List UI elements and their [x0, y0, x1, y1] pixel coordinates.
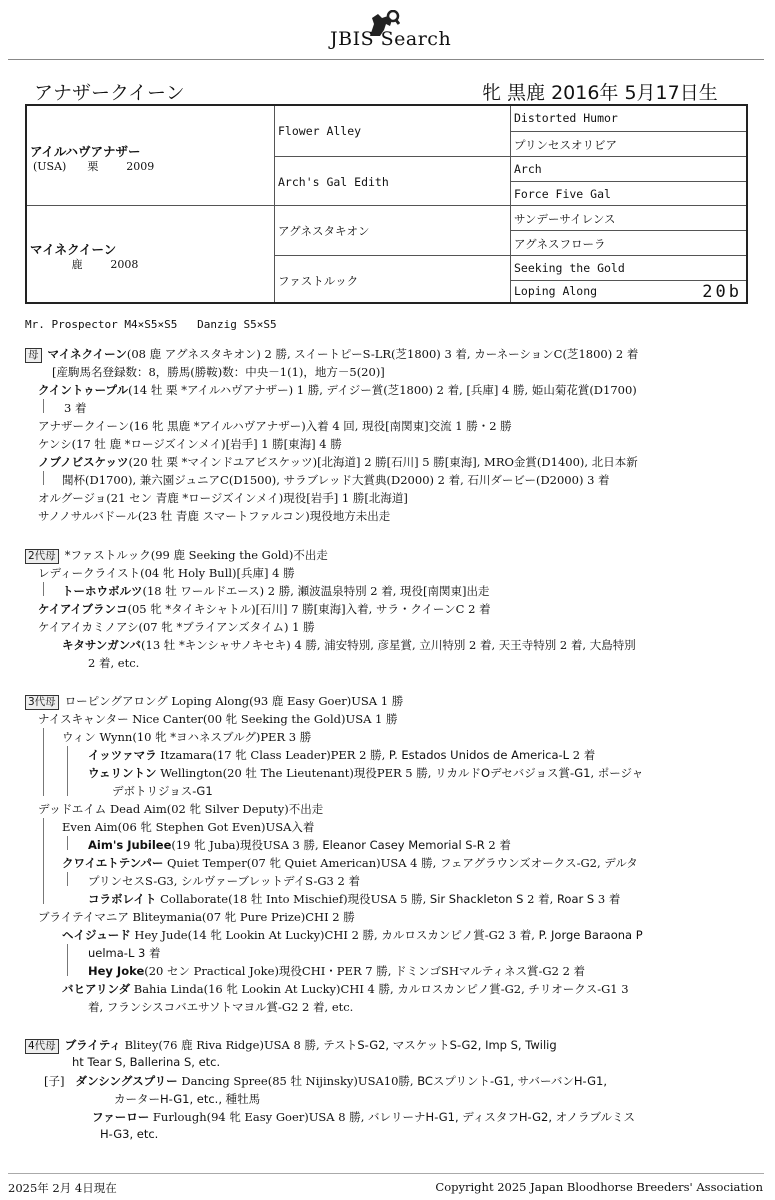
sire-sire-name: Flower Alley [278, 124, 362, 138]
ped-g3-8 [511, 281, 746, 302]
sec3-l17-rest: Bahia Linda(16 牝 Lookin At Lucky)CHI 4 勝, カルロスカンピノ賞-G2, チリオークス-G1 3 [130, 982, 629, 996]
sec2-l6-rest: (13 牡 *キンシャサノキセキ) 4 勝, 浦安特別, 彦星賞, 立川特別 2 着, 天王寺特別 2 着, 大島特別 [141, 638, 636, 652]
second-dam-tag: 2代母 [25, 549, 59, 564]
sec4-l3-name: ダンシングスプリー [75, 1074, 178, 1088]
sec3-l9-end: 2 着 [484, 838, 511, 852]
ped-g3-2-name: プリンセスオリビア [514, 138, 618, 152]
dam-info: 鹿 2008 [33, 258, 139, 271]
dam-cell [27, 206, 275, 302]
ped-g3-2 [511, 132, 746, 157]
sec3-l4-b: P. Estados Unidos de America-L [388, 748, 570, 762]
ped-g3-5-name: サンデーサイレンス [514, 212, 616, 226]
tree-line [43, 818, 44, 904]
sec3-l16-name: Hey Joke [88, 964, 145, 978]
sec3-l14-rest: Hey Jude(14 牝 Lookin At Lucky)CHI 2 勝, カルロスカンピノ賞-G2 3 着, [130, 928, 535, 942]
sec3-line-11: プリンセスS-G3, シルヴァーブレットデイS-G3 2 着 [88, 874, 360, 888]
sec2-line-7: 2 着, etc. [88, 656, 140, 670]
sec3-line-18: 着, フランシスコバエサソトマヨル賞-G2 2 着, etc. [88, 1000, 354, 1014]
sec3-l9-b: Eleanor Casey Memorial S-R [322, 838, 485, 852]
sire-dam-cell [275, 157, 511, 206]
sec4-l3-rest: Dancing Spree(85 牡 Nijinsky)USA10勝, [177, 1074, 414, 1088]
third-dam-tag: 3代母 [25, 695, 59, 710]
dam-name: マイネクイーン [30, 242, 117, 257]
sec3-l12-b2: Roar S [556, 892, 595, 906]
sec3-l10-rest: Quiet Temper(07 牝 Quiet American)USA 4 勝, フェアグラウンズオークス-G2, デルタ [163, 856, 638, 870]
sec3-l12-end: 3 着 [594, 892, 621, 906]
sec4-line-6: H-G3, etc. [100, 1127, 159, 1141]
tree-line [67, 872, 68, 886]
tree-line [67, 944, 68, 976]
sire-info: (USA) 栗 2009 [33, 160, 155, 173]
tree-line [43, 728, 44, 796]
sec2-l3-rest: (18 牡 ワールドエース) 2 勝, 瀬波温泉特別 2 着, 現役[南関東]出走 [142, 584, 490, 598]
sec3-l12-m: 2 着, [523, 892, 554, 906]
fourth-dam-tag: 4代母 [25, 1039, 59, 1054]
sec4-l5-name: ファーロー [92, 1110, 150, 1124]
sire-sire-cell [275, 106, 511, 157]
copyright: Copyright 2025 Japan Bloodhorse Breeders' Association [435, 1180, 763, 1194]
sec2-l3-name: トーホウボルツ [62, 584, 143, 598]
ped-g3-6 [511, 231, 746, 256]
sec4-line-4: カーターH-G1, etc., 種牡馬 [114, 1092, 261, 1106]
sec3-l16-rest: (20 セン Practical Joke)現役CHI・PER 7 勝, ドミンゴSHマルティネス賞-G2 2 着 [144, 964, 586, 978]
tree-line [43, 399, 44, 413]
sec3-l14-name: ヘイジュード [62, 928, 131, 942]
dam-produce-stats: [産駒馬名登録数：8，勝馬(勝鞍)数：中央－1(1)，地方－5(20)] [52, 365, 385, 379]
progeny-1-record: (14 牡 栗 *アイルハヴアナザー) 1 勝, デイジー賞(芝1800) 2 着, [兵庫] 4 勝, 姫山菊花賞(D1700) [128, 383, 637, 397]
ped-g3-1-name: Distorted Humor [514, 111, 618, 125]
ped-g3-6-name: アグネスフローラ [514, 237, 606, 251]
sec2-l4-rest: (05 牝 *タイキシャトル)[石川] 7 勝[東海]入着, サラ・クイーンC 2 着 [127, 602, 491, 616]
sec3-l4-rest: Itzamara(17 牝 Class Leader)PER 2 勝, [156, 748, 386, 762]
sec4-l1-b: テストS-G2, マスケットS-G2, Imp S, Twilig [323, 1038, 557, 1052]
dam-record: (08 鹿 アグネスタキオン) 2 勝, スイートピーS-LR(芝1800) 3 着, カーネーションC(芝1800) 2 着 [126, 347, 639, 361]
sire-name: アイルハヴアナザー [30, 144, 141, 159]
sec4-l1-name: ブライティ [64, 1038, 121, 1052]
sec3-l12-name: コラボレイト [88, 892, 157, 906]
family-number: 20b [702, 282, 742, 302]
jbis-search-logo [322, 10, 462, 52]
sec3-l12-b: Sir Shackleton S [429, 892, 524, 906]
sec4-l3-pre: [子] [44, 1074, 65, 1088]
progeny-1-record-cont: 3 着 [64, 401, 87, 415]
inbreeding-note: Mr. Prospector M4×S5×S5 Danzig S5×S5 [25, 318, 277, 331]
ped-g3-3 [511, 157, 746, 182]
sec3-l12-rest: Collaborate(18 牡 Into Mischief)現役USA 5 勝, [156, 892, 427, 906]
sec3-l1a: ローピングアロング [64, 694, 168, 708]
dam-dam-name: ファストルック [278, 274, 359, 288]
sec3-l5-end: , ポージャ [590, 766, 644, 780]
sec3-l9-rest: (19 牝 Juba)現役USA 3 勝, [171, 838, 319, 852]
sec3-l5-b: リカルドOデセバジョス賞-G1 [435, 766, 591, 780]
sec2-line-5: ケイアイカミノアシ(07 牝 *ブライアンズタイム) 1 勝 [38, 620, 315, 634]
sec4-l3-b: BCスプリント-G1, サバーバンH-G1, [417, 1074, 608, 1088]
progeny-4-record-cont: 聞杯(D1700), 兼六園ジュニアC(D1500), サラブレッド大賞典(D2000) 2 着, 石川ダービー(D2000) 3 着 [62, 473, 610, 487]
sire-dam-name: Arch's Gal Edith [278, 175, 389, 189]
sec3-l1b: Loping Along [171, 694, 250, 708]
ped-g3-7 [511, 256, 746, 281]
sec3-line-7: デッドエイム Dead Aim(02 牝 Silver Deputy)不出走 [38, 802, 324, 816]
dam-name-bold: マイネクイーン [47, 347, 127, 361]
sec3-l4-end: 2 着 [569, 748, 596, 762]
tree-line [67, 746, 68, 796]
pedigree-table [25, 104, 748, 304]
tree-line [67, 836, 68, 850]
ped-g3-7-name: Seeking the Gold [514, 261, 625, 275]
progeny-3: ケンシ(17 牡 鹿 *ロージズインメイ)[岩手] 1 勝[東海] 4 勝 [38, 437, 342, 451]
horse-profile: 牝 黒鹿 2016年 5月17日生 [482, 82, 718, 104]
as-of-date: 2025年 2月 4日現在 [8, 1181, 117, 1195]
progeny-5: オルグージョ(21 セン 青鹿 *ロージズインメイ)現役[岩手] 1 勝[北海道] [38, 491, 408, 505]
sec4-l5-b: バレリーナH-G1, ディスタフH-G2, オノラブルミス [368, 1110, 635, 1124]
sec3-l17-name: バヒアリンダ [62, 982, 131, 996]
sec4-line-2: ht Tear S, Ballerina S, etc. [72, 1055, 221, 1069]
sec3-l5-rest: Wellington(20 牡 The Lieutenant)現役PER 5 勝, [156, 766, 432, 780]
logo-text: JBIS Search [330, 28, 452, 50]
dam-sire-name: アグネスタキオン [278, 224, 370, 238]
sec3-line-3: ウィン Wynn(10 牝 *ヨハネスブルグ)PER 3 勝 [62, 730, 312, 744]
ped-g3-4 [511, 182, 746, 206]
progeny-2: アナザークイーン(16 牝 黒鹿 *アイルハヴアナザー)入着 4 回, 現役[南関東]交流 1 勝・2 勝 [38, 419, 512, 433]
dam-dam-cell [275, 256, 511, 302]
sec3-line-2: ナイスキャンター Nice Canter(00 牝 Seeking the Gold)USA 1 勝 [38, 712, 398, 726]
sec3-line-8: Even Aim(06 牝 Stephen Got Even)USA入着 [62, 820, 315, 834]
footer-rule [8, 1173, 764, 1174]
ped-g3-3-name: Arch [514, 162, 542, 176]
header-rule [8, 59, 764, 60]
sec3-l9-name: Aim's Jubilee [88, 838, 172, 852]
dam-sire-cell [275, 206, 511, 256]
sec3-l14-b: P. Jorge Baraona P [538, 928, 643, 942]
progeny-4-name: ノブノビスケッツ [38, 455, 129, 469]
ped-g3-5 [511, 206, 746, 231]
sec2-l4-name: ケイアイブランコ [38, 602, 128, 616]
sec3-l4-name: イッツァマラ [88, 748, 157, 762]
tree-line [43, 471, 44, 485]
sec2-line-2: レディークライスト(04 牝 Holy Bull)[兵庫] 4 勝 [38, 566, 295, 580]
progeny-6: サノノサルバドール(23 牡 青鹿 スマートファルコン)現役地方未出走 [38, 509, 391, 523]
tree-line [43, 582, 44, 596]
sec3-l10-name: クワイエトテンパー [62, 856, 164, 870]
horse-name: アナザークイーン [34, 82, 185, 104]
ped-g3-1 [511, 106, 746, 132]
ped-g3-4-name: Force Five Gal [514, 187, 611, 201]
sec3-l5-name: ウェリントン [88, 766, 157, 780]
progeny-4-record: (20 牡 栗 *マインドユアビスケッツ)[北海道] 2 勝[石川] 5 勝[東海], MRO金賞(D1400), 北日本新 [128, 455, 638, 469]
ped-g3-8-name: Loping Along [514, 284, 598, 298]
sec4-l1-rest: Blitey(76 鹿 Riva Ridge)USA 8 勝, [120, 1038, 320, 1052]
sec4-l5-rest: Furlough(94 牝 Easy Goer)USA 8 勝, [149, 1110, 365, 1124]
sec3-line-6: デボトリジョス-G1 [112, 784, 213, 798]
sec2-l6-name: キタサンガンバ [62, 638, 142, 652]
sec3-line-13: ブライテイマニア Bliteymania(07 牝 Pure Prize)CHI 2 勝 [38, 910, 355, 924]
sec3-line-15: uelma-L 3 着 [88, 946, 161, 960]
progeny-1-name: クイントゥープル [38, 383, 129, 397]
dam-tag: 母 [25, 348, 42, 363]
second-dam-record: *ファストルック(99 鹿 Seeking the Gold)不出走 [64, 548, 328, 562]
sec3-l1c: (93 鹿 Easy Goer)USA 1 勝 [249, 694, 404, 708]
sire-cell [27, 106, 275, 206]
